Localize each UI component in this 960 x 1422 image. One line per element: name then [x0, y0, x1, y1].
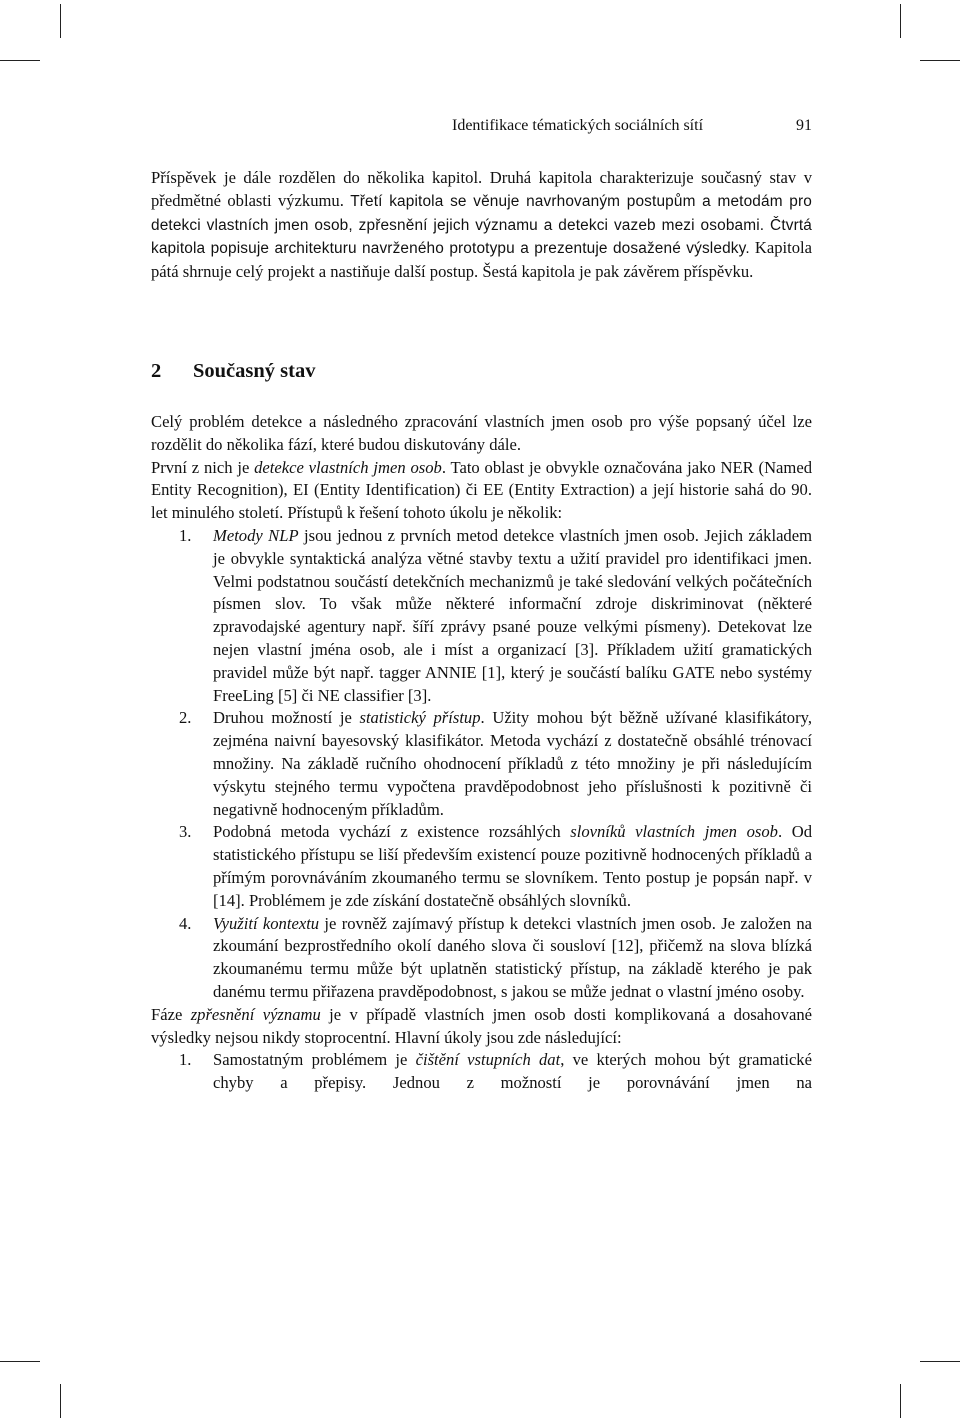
emphasis: čištění vstupních dat	[415, 1050, 561, 1070]
crop-mark	[920, 1361, 960, 1362]
list-content: Podobná metoda vychází z existence rozsáhlých slovníků vlastních jmen osob. Od statistického přístupu se liší především existencí pouze pozitivně hodnocených příkladů a přímým porovnáváním zkoumaného termu se slovníkem. Tento postup je popsán např. v [14]. Problémem je zde získání dostatečně obsáhlých slovníků.	[213, 822, 812, 910]
crop-mark	[900, 1384, 901, 1418]
section-heading	[151, 358, 315, 384]
page-number: 91	[796, 117, 812, 134]
intro-serif-text: Příspěvek je dále rozdělen do několika kapitol. Druhá kapitola charakterizuje současný stav v předmětné oblasti výzkumu.	[151, 168, 812, 210]
section-number: 2	[151, 360, 162, 382]
list-number: 3.	[179, 822, 192, 842]
crop-mark	[900, 4, 901, 38]
list-item	[151, 707, 812, 821]
crop-mark	[60, 1384, 61, 1418]
paragraph: Fáze zpřesnění významu je v případě vlastních jmen osob dosti komplikovaná a dosahované výsledky nejsou nikdy stoprocentní. Hlavní úkoly jsou zde následující:	[151, 1004, 812, 1047]
emphasis: zpřesnění významu	[190, 1004, 321, 1024]
list-item	[151, 525, 812, 707]
paragraph: První z nich je detekce vlastních jmen osob. Tato oblast je obvykle označována jako NER (Named Entity Recognition), EI (Entity Identification) či EE (Entity Extraction) a její historie sahá do 90. let minulého století. Přístupů k řešení tohoto úkolu je několik:	[151, 457, 812, 523]
list-item	[151, 913, 812, 1004]
list-number: 4.	[179, 913, 192, 933]
section-body	[151, 411, 812, 1095]
emphasis: statistický přístup	[359, 708, 481, 728]
intro-paragraph	[151, 167, 812, 284]
emphasis: detekce vlastních jmen osob	[254, 457, 442, 477]
intro-sans-text: Třetí kapitola se věnuje navrhovaným postupům a metodám pro detekci vlastních jmen osob, zpřesnění jejich významu a detekci vazeb mezi osobami. Čtvrtá kapitola popisuje architekturu navrženého prototypu a prezentuje dosažené výsledky.	[151, 192, 812, 258]
list-item	[151, 1049, 812, 1095]
list-content: Využití kontextu je rovněž zajímavý přístup k detekci vlastních jmen osob. Je založen na zkoumání bezprostředního okolí daného slova či sousloví [12], přičemž na slova blízká zkoumanému termu může být uplatněn statistický přístup, na základě kterého je pak danému termu přiřazena pravděpodobnost, s jakou se může jednat o vlastní jméno osoby.	[213, 913, 812, 1001]
section-title: Současný stav	[193, 360, 316, 382]
list-content: Samostatným problémem je čištění vstupních dat, ve kterých mohou být gramatické chyby a přepisy. Jednou z možností je porovnávání jmen na	[213, 1050, 812, 1093]
paragraph: Celý problém detekce a následného zpracování vlastních jmen osob pro výše popsaný účel lze rozdělit do několika fází, které budou diskutovány dále.	[151, 412, 812, 454]
list-content: Druhou možností je statistický přístup. Užity mohou být běžně užívané klasifikátory, zejména naivní bayesovský klasifikátor. Metoda vychází z dostatečně obsáhlé trénovací množiny. Na základě ručního ohodnocení příkladů z této množiny je při následujícím výskytu stejného termu vypočtena pravděpodobnost jeho příslušnosti k pozitivně či negativně hodnoceným příkladům.	[213, 708, 812, 819]
emphasis: slovníků vlastních jmen osob	[570, 822, 778, 842]
list-item	[151, 821, 812, 912]
crop-mark	[0, 60, 40, 61]
emphasis: Metody NLP	[213, 525, 299, 545]
intro-end-text: Kapitola pátá shrnuje celý projekt a nastiňuje další postup. Šestá kapitola je pak závěrem příspěvku.	[151, 238, 812, 282]
crop-mark	[920, 60, 960, 61]
crop-mark	[60, 4, 61, 38]
list-number: 1.	[179, 525, 192, 545]
crop-mark	[0, 1361, 40, 1362]
emphasis: Využití kontextu	[213, 913, 320, 933]
list-content: Metody NLP jsou jednou z prvních metod detekce vlastních jmen osob. Jejich základem je obvykle syntaktická analýza větné stavby textu a užití pravidel pro identifikaci jmen. Velmi podstatnou součástí detekčních mechanizmů je také sledování velkých počátečních písmen slov. To však může některé informační zdroje diskriminovat (některé zpravodajské agentury např. šíří zprávy psané pouze velkými písmeny). Detekovat lze nejen vlastní jména osob, ale i míst a organizací [3]. Příkladem užití gramatických pravidel může být např. tagger ANNIE [1], který je součástí balíku GATE nebo systémy FreeLing [5] či NE classifier [3].	[213, 525, 813, 705]
list-number: 1.	[179, 1050, 192, 1070]
list-number: 2.	[179, 708, 192, 728]
running-title: Identifikace tématických sociálních sítí	[452, 117, 704, 134]
